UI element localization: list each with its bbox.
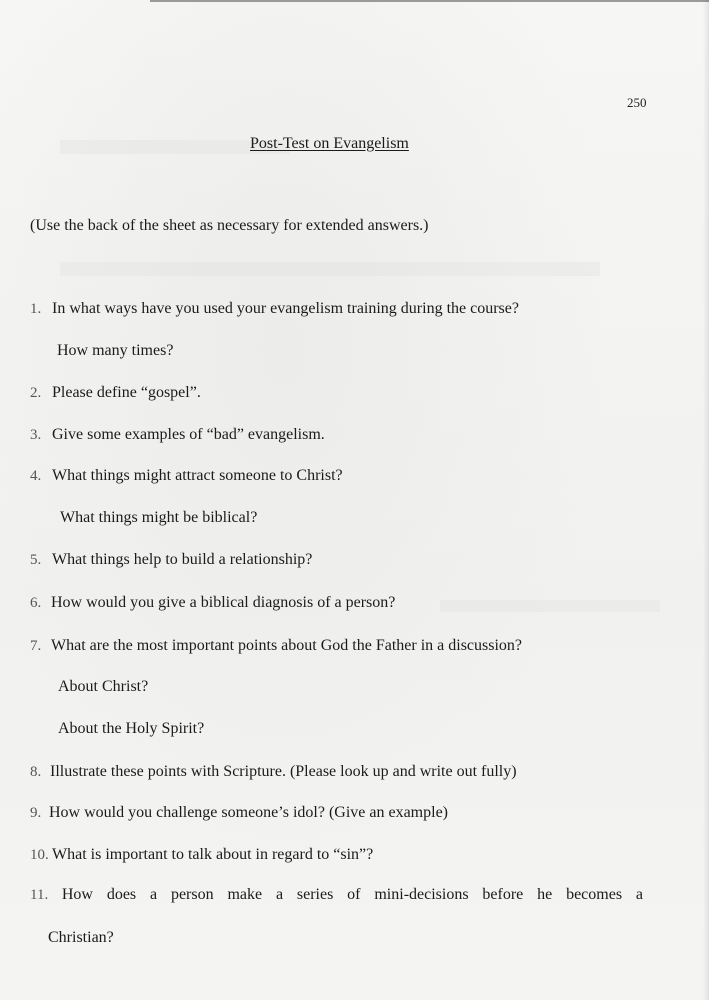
question-number: 6.: [30, 595, 42, 611]
question-11: [30, 886, 643, 904]
question-number: 2.: [30, 385, 42, 401]
question-1: [30, 300, 519, 318]
page-number: 250: [627, 95, 647, 110]
question-text: How would you challenge someone’s idol? (Give an example): [49, 804, 448, 821]
question-8: [30, 763, 517, 781]
bleed-through-shadow: [60, 262, 600, 276]
question-3: [30, 426, 325, 444]
question-text: Illustrate these points with Scripture. (Please look up and write out fully): [50, 763, 517, 780]
question-number: 9.: [30, 805, 42, 821]
question-7: [30, 637, 522, 655]
question-9: [30, 804, 448, 822]
question-text: How would you give a biblical diagnosis of a person?: [51, 594, 396, 611]
question-11-continuation: Christian?: [48, 929, 114, 946]
question-number: 3.: [30, 427, 42, 443]
page-edge-shadow: [703, 0, 709, 1000]
question-number: 1.: [30, 301, 42, 317]
question-text: Please define “gospel”.: [52, 384, 201, 401]
question-2: [30, 384, 201, 402]
question-text: What are the most important points about God the Father in a discussion?: [51, 637, 523, 654]
question-text: What things might attract someone to Christ?: [52, 467, 343, 484]
question-text: Give some examples of “bad” evangelism.: [52, 426, 325, 443]
question-7-sub-1: About Christ?: [58, 678, 149, 695]
question-6: [30, 594, 395, 612]
question-4-sub-1: What things might be biblical?: [60, 509, 258, 526]
question-number: 4.: [30, 468, 42, 484]
bleed-through-shadow: [440, 600, 660, 612]
page-title: Post-Test on Evangelism: [250, 135, 409, 152]
question-number: 5.: [30, 552, 42, 568]
question-text: What is important to talk about in regard to “sin”?: [52, 846, 374, 863]
instructions-text: (Use the back of the sheet as necessary for extended answers.): [30, 217, 429, 234]
question-number: 7.: [30, 638, 42, 654]
question-number: 11.: [30, 887, 49, 903]
question-5: [30, 551, 312, 569]
question-number: 10.: [30, 847, 49, 863]
question-text: What things help to build a relationship?: [52, 551, 313, 568]
top-edge-rule: [150, 0, 709, 2]
question-10: [30, 846, 373, 864]
question-4: [30, 467, 343, 485]
question-number: 8.: [30, 764, 42, 780]
question-text: How does a person make a series of mini-decisions before he becomes a: [61, 886, 644, 903]
question-1-sub-1: How many times?: [57, 342, 174, 359]
question-text: In what ways have you used your evangelism training during the course?: [52, 300, 519, 317]
question-7-sub-2: About the Holy Spirit?: [58, 720, 205, 737]
